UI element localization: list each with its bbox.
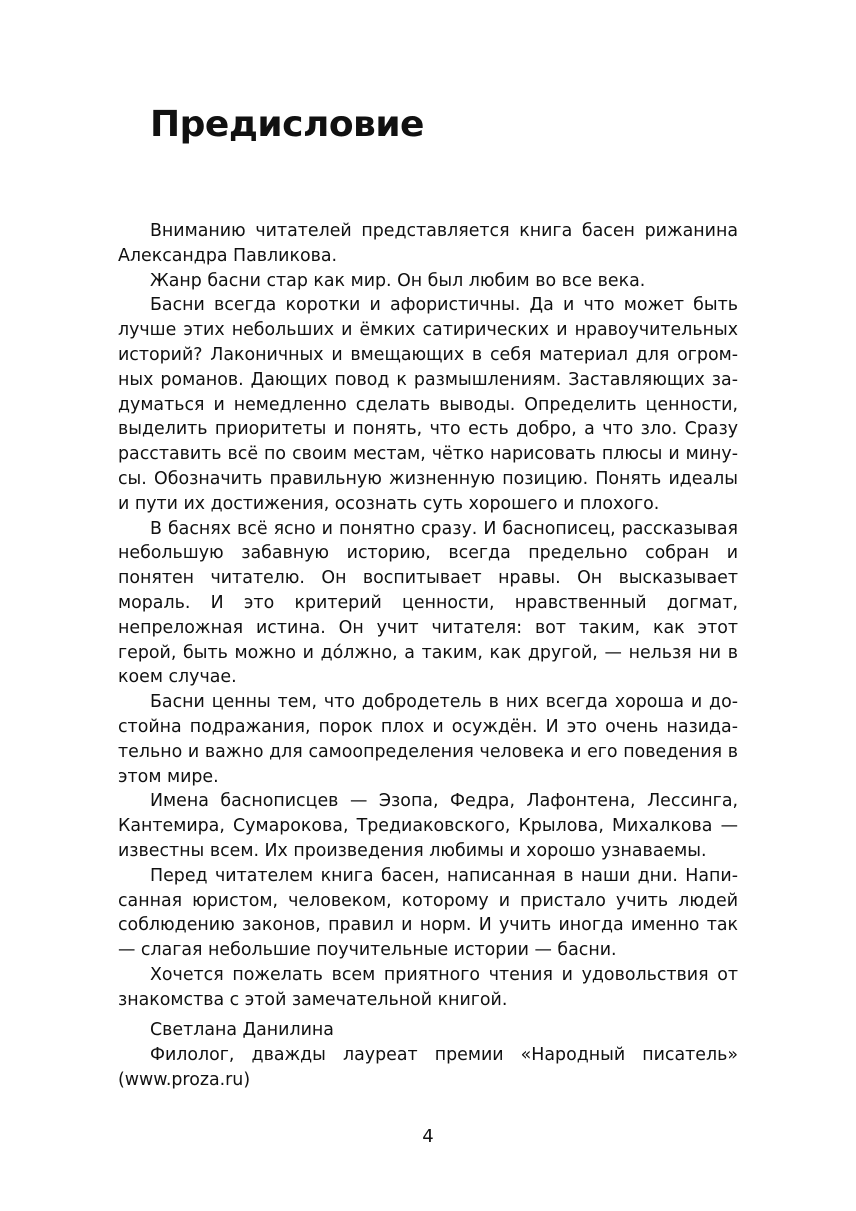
author-name: Светлана Данилина xyxy=(150,1020,334,1040)
preface-body xyxy=(118,219,738,1013)
page-number: 4 xyxy=(422,1126,434,1147)
paragraph-2: Жанр басни стар как мир. Он был любим во все века. xyxy=(150,270,646,291)
paragraph-5: Басни ценны тем, что добродетель в них всегда хороша и достойна подражания, порок плох и осуждён. И это очень назидательно и важно для самоопределения человека и его поведения в этом мире. xyxy=(118,692,738,787)
signature-block xyxy=(118,1018,738,1092)
paragraph-7: Перед читателем книга басен, написанная в наши дни. Написанная юристом, человеком, которому и пристало учить людей соблюдению законов, правил и норм. И учить иногда именно так — слагая небольшие поучительные истории — басни. xyxy=(118,865,738,961)
paragraph-4: В баснях всё ясно и понятно сразу. И баснописец, рассказывая небольшую забавную историю, всегда предельно собран и понятен читателю. Он воспитывает нравы. Он высказывает мораль. И это критерий ценности, нравственный догмат, непреложная истина. Он учит читателя: вот таким, как этот герой, быть можно и до́лжно, а таким, как другой, — нельзя ни в коем случае. xyxy=(118,518,738,688)
page-title: Предисловие xyxy=(150,104,424,145)
paragraph-1: Вниманию читателей представляется книга басен рижанина Александра Павликова. xyxy=(118,221,738,266)
author-credentials: Филолог, дважды лауреат премии «Народный писатель» (www.proza.ru) xyxy=(118,1044,738,1090)
paragraph-8: Хочется пожелать всем приятного чтения и удовольствия от знакомства с этой замечательной книгой. xyxy=(118,964,738,1010)
paragraph-6: Имена баснописцев — Эзопа, Федра, Лафонтена, Лессинга, Кантемира, Сумарокова, Тредиаковского, Крылова, Михалкова — известны всем. Их произведения любимы и хорошо узнаваемы. xyxy=(118,791,738,861)
paragraph-3: Басни всегда коротки и афористичны. Да и что может быть лучше этих небольших и ёмких сатирических и нравоучительных историй? Лаконичных и вмещающих в себя материал для огромных романов. Дающих повод к размышлениям. Заставляющих задуматься и немедленно сделать выводы. Определить ценности, выделить приоритеты и понять, что есть добро, а что зло. Сразу расставить всё по своим местам, чётко нарисовать плюсы и минусы. Обозначить правильную жизненную позицию. Понять идеалы и пути их достижения, осознать суть хорошего и плохого. xyxy=(118,295,738,514)
